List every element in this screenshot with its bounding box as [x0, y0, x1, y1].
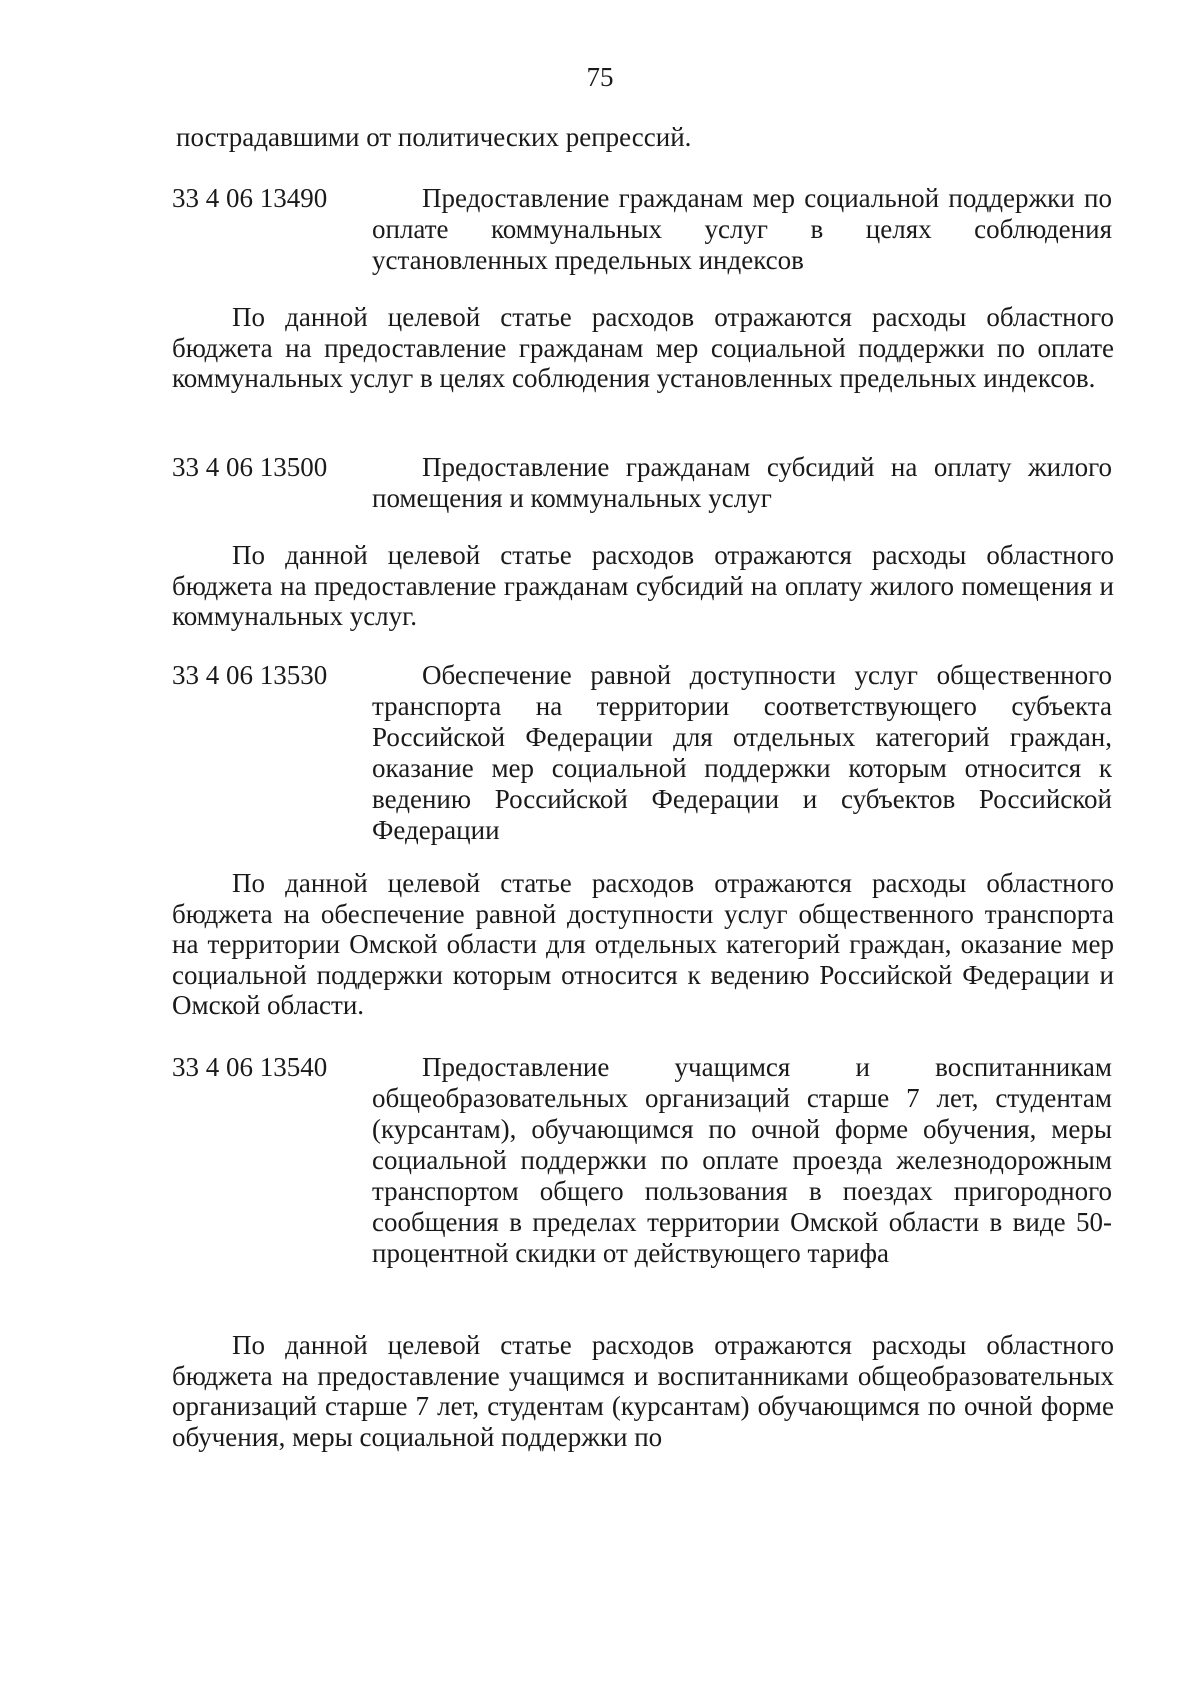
- entry-title: Предоставление гражданам субсидий на оплату жилого помещения и коммунальных услуг: [372, 452, 1112, 513]
- entry-description: По данной целевой статье расходов отражаются расходы областного бюджета на предоставление гражданам субсидий на оплату жилого помещения и коммунальных услуг.: [172, 540, 1114, 631]
- continuation-text: пострадавшими от политических репрессий.: [176, 122, 692, 152]
- entry-title: Обеспечение равной доступности услуг общественного транспорта на территории соответствующего субъекта Российской Федерации для отдельных категорий граждан, оказание мер социальной поддержки которым относится к ведению Российской Федерации и субъектов Российской Федерации: [372, 660, 1112, 845]
- entry-description: По данной целевой статье расходов отражаются расходы областного бюджета на предоставление гражданам мер социальной поддержки по оплате коммунальных услуг в целях соблюдения установленных предельных индексов.: [172, 302, 1114, 393]
- entry-description: По данной целевой статье расходов отражаются расходы областного бюджета на предоставление учащимся и воспитанниками общеобразовательных организаций старше 7 лет, студентам (курсантам) обучающимся по очной форме обучения, меры социальной поддержки по: [172, 1330, 1114, 1452]
- entry-title: Предоставление гражданам мер социальной поддержки по оплате коммунальных услуг в целях соблюдения установленных предельных индексов: [372, 183, 1112, 275]
- entry-code: 33 4 06 13540: [172, 1052, 328, 1082]
- entry-code: 33 4 06 13530: [172, 660, 328, 690]
- entry-title: Предоставление учащимся и воспитанникам общеобразовательных организаций старше 7 лет, студентам (курсантам), обучающимся по очной форме обучения, меры социальной поддержки по оплате проезда железнодорожным транспортом общего пользования в поездах пригородного сообщения в пределах территории Омской области в виде 50-процентной скидки от действующего тарифа: [372, 1052, 1112, 1268]
- entry-description: По данной целевой статье расходов отражаются расходы областного бюджета на обеспечение равной доступности услуг общественного транспорта на территории Омской области для отдельных категорий граждан, оказание мер социальной поддержки которым относится к ведению Российской Федерации и Омской области.: [172, 868, 1114, 1020]
- entry-code: 33 4 06 13490: [172, 183, 328, 213]
- entry-code: 33 4 06 13500: [172, 452, 328, 482]
- page-number: 75: [586, 62, 614, 92]
